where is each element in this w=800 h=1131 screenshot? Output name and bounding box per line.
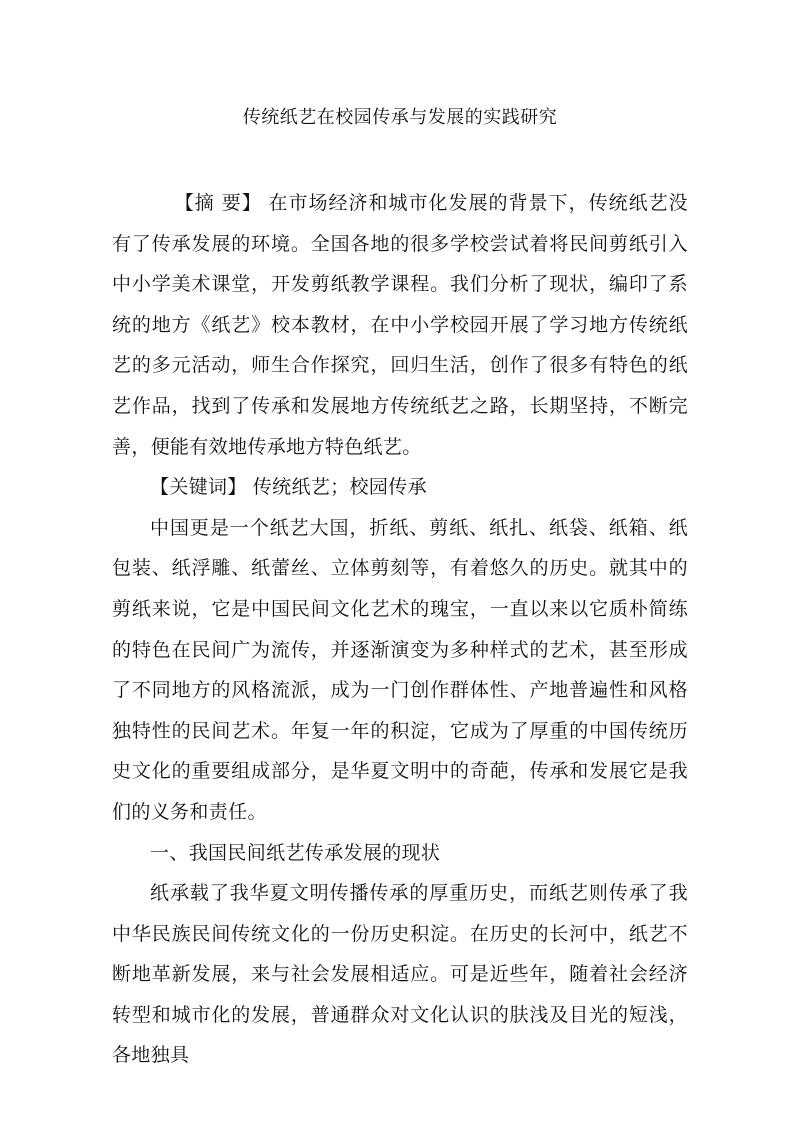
document-body	[112, 183, 688, 1076]
intro-paragraph: 中国更是一个纸艺大国，折纸、剪纸、纸扎、纸袋、纸箱、纸包装、纸浮雕、纸蕾丝、立体剪刻等，有着悠久的历史。就其中的剪纸来说，它是中国民间文化艺术的瑰宝，一直以来以它质朴简练的特色在民间广为流传，并逐渐演变为多种样式的艺术，甚至形成了不同地方的风格流派，成为一门创作群体性、产地普遍性和风格独特性的民间艺术。年复一年的积淀，它成为了厚重的中国传统历史文化的重要组成部分，是华夏文明中的奇葩，传承和发展它是我们的义务和责任。	[112, 516, 688, 823]
document-title: 传统纸艺在校园传承与发展的实践研究	[242, 107, 558, 128]
abstract-label: 【摘 要】	[174, 192, 262, 214]
keywords-paragraph	[112, 467, 688, 508]
abstract-paragraph	[112, 183, 688, 467]
keywords-text: 传统纸艺；校园传承	[252, 476, 427, 499]
section-heading: 一、我国民间纸艺传承发展的现状	[150, 841, 441, 864]
keywords-label: 【关键词】	[150, 476, 247, 499]
section-paragraph: 纸承载了我华夏文明传播传承的厚重历史，而纸艺则传承了我中华民族民间传统文化的一份历史积淀。在历史的长河中，纸艺不断地革新发展，来与社会发展相适应。可是近些年，随着社会经济转型和城市化的发展，普通群众对文化认识的肤浅及目光的短浅，各地独具	[112, 882, 688, 1067]
abstract-text: 在市场经济和城市化发展的背景下，传统纸艺没有了传承发展的环境。全国各地的很多学校尝试着将民间剪纸引入中小学美术课堂，开发剪纸教学课程。我们分析了现状，编印了系统的地方《纸艺》校本教材，在中小学校园开展了学习地方传统纸艺的多元活动，师生合作探究，回归生活，创作了很多有特色的纸艺作品，找到了传承和发展地方传统纸艺之路，长期坚持，不断完善，便能有效地传承地方特色纸艺。	[112, 192, 688, 458]
